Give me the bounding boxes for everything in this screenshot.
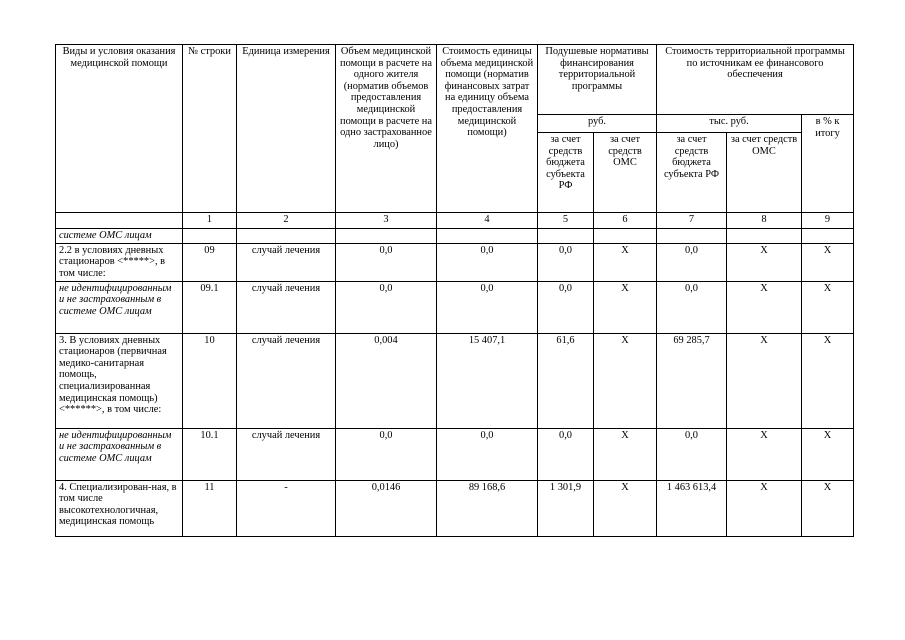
header-kind: Виды и условия оказания медицинской помощи	[56, 45, 183, 213]
row-rub-oms-cell: Х	[594, 480, 657, 536]
row-trub-oms-cell: Х	[727, 281, 802, 333]
row-rub-budget-cell: 0,0	[538, 428, 594, 480]
row-rub-budget-cell: 1 301,9	[538, 480, 594, 536]
column-number: 6	[594, 213, 657, 229]
row-rub-budget-cell: 0,0	[538, 281, 594, 333]
header-percent-of-total: в % к итогу	[802, 115, 854, 213]
column-number: 2	[237, 213, 336, 229]
column-number: 8	[727, 213, 802, 229]
row-rub-oms-cell: Х	[594, 243, 657, 281]
row-unit-cell: случай лечения	[237, 281, 336, 333]
table-row	[56, 480, 854, 536]
column-numbers-row	[56, 213, 854, 229]
header-unit-thousand-rub: тыс. руб.	[657, 115, 802, 133]
row-unit-cost-cell: 0,0	[437, 428, 538, 480]
row-kind-cell: 2.2 в условиях дневных стационаров <*****>, в том числе:	[56, 243, 183, 281]
row-rub-budget-cell	[538, 229, 594, 244]
table-row	[56, 229, 854, 244]
column-number: 4	[437, 213, 538, 229]
row-rub-oms-cell: Х	[594, 428, 657, 480]
row-rub-budget-cell: 0,0	[538, 243, 594, 281]
row-unit-cost-cell: 0,0	[437, 281, 538, 333]
row-percent-cell: Х	[802, 281, 854, 333]
row-kind-cell: 3. В условиях дневных стационаров (первичная медико-санитарная помощь, специализированная медицинская помощь) <******>, в том числе:	[56, 333, 183, 428]
row-kind-cell: не идентифицированным и не застрахованным в системе ОМС лицам	[56, 281, 183, 333]
medical-care-cost-table	[55, 44, 854, 537]
header-volume: Объем медицинской помощи в расчете на одного жителя (норматив объемов предоставления медицинской помощи в расчете на одно застрахованное лицо)	[336, 45, 437, 213]
table-row	[56, 243, 854, 281]
row-percent-cell: Х	[802, 243, 854, 281]
row-trub-oms-cell	[727, 229, 802, 244]
header-rub-budget: за счет средств бюджета субъекта РФ	[538, 133, 594, 213]
header-unit-cost: Стоимость единицы объема медицинской помощи (норматив финансовых затрат на единицу объема предоставления медицинской помощи)	[437, 45, 538, 213]
row-percent-cell: Х	[802, 428, 854, 480]
header-per-capita: Подушевые нормативы финансирования территориальной программы	[538, 45, 657, 115]
row-unit-cost-cell	[437, 229, 538, 244]
row-unit-cost-cell: 15 407,1	[437, 333, 538, 428]
row-trub-budget-cell	[657, 229, 727, 244]
row-trub-budget-cell: 0,0	[657, 281, 727, 333]
column-number: 7	[657, 213, 727, 229]
row-volume-cell: 0,0	[336, 428, 437, 480]
row-percent-cell: Х	[802, 333, 854, 428]
row-number-cell: 10	[183, 333, 237, 428]
table-row	[56, 333, 854, 428]
row-trub-oms-cell: Х	[727, 333, 802, 428]
row-rub-oms-cell: Х	[594, 281, 657, 333]
row-unit-cell: случай лечения	[237, 428, 336, 480]
row-unit-cell: случай лечения	[237, 243, 336, 281]
column-number-blank	[56, 213, 183, 229]
row-unit-cost-cell: 0,0	[437, 243, 538, 281]
row-trub-budget-cell: 69 285,7	[657, 333, 727, 428]
row-volume-cell	[336, 229, 437, 244]
header-unit-rub: руб.	[538, 115, 657, 133]
column-number: 5	[538, 213, 594, 229]
row-rub-oms-cell	[594, 229, 657, 244]
row-trub-budget-cell: 1 463 613,4	[657, 480, 727, 536]
row-number-cell: 09.1	[183, 281, 237, 333]
row-kind-cell: 4. Специализирован-ная, в том числе высокотехнологичная, медицинская помощь	[56, 480, 183, 536]
row-percent-cell: Х	[802, 480, 854, 536]
row-unit-cell: -	[237, 480, 336, 536]
row-volume-cell: 0,0	[336, 281, 437, 333]
table-row	[56, 428, 854, 480]
row-kind-cell: системе ОМС лицам	[56, 229, 183, 244]
row-trub-oms-cell: Х	[727, 243, 802, 281]
row-trub-budget-cell: 0,0	[657, 243, 727, 281]
row-trub-budget-cell: 0,0	[657, 428, 727, 480]
row-percent-cell	[802, 229, 854, 244]
row-number-cell	[183, 229, 237, 244]
row-unit-cost-cell: 89 168,6	[437, 480, 538, 536]
row-rub-budget-cell: 61,6	[538, 333, 594, 428]
header-program-cost: Стоимость территориальной программы по источникам ее финансового обеспечения	[657, 45, 854, 115]
row-number-cell: 09	[183, 243, 237, 281]
row-unit-cell: случай лечения	[237, 333, 336, 428]
row-rub-oms-cell: Х	[594, 333, 657, 428]
column-number: 3	[336, 213, 437, 229]
row-kind-cell: не идентифицированным и не застрахованным в системе ОМС лицам	[56, 428, 183, 480]
row-number-cell: 11	[183, 480, 237, 536]
row-number-cell: 10.1	[183, 428, 237, 480]
header-unit: Единица измерения	[237, 45, 336, 213]
row-trub-oms-cell: Х	[727, 480, 802, 536]
header-rub-oms: за счет средств ОМС	[594, 133, 657, 213]
header-trub-budget: за счет средств бюджета субъекта РФ	[657, 133, 727, 213]
column-number: 9	[802, 213, 854, 229]
row-unit-cell	[237, 229, 336, 244]
column-number: 1	[183, 213, 237, 229]
row-volume-cell: 0,0	[336, 243, 437, 281]
header-trub-oms: за счет средств ОМС	[727, 133, 802, 213]
header-row-number: № строки	[183, 45, 237, 213]
row-trub-oms-cell: Х	[727, 428, 802, 480]
row-volume-cell: 0,0146	[336, 480, 437, 536]
table-row	[56, 281, 854, 333]
row-volume-cell: 0,004	[336, 333, 437, 428]
